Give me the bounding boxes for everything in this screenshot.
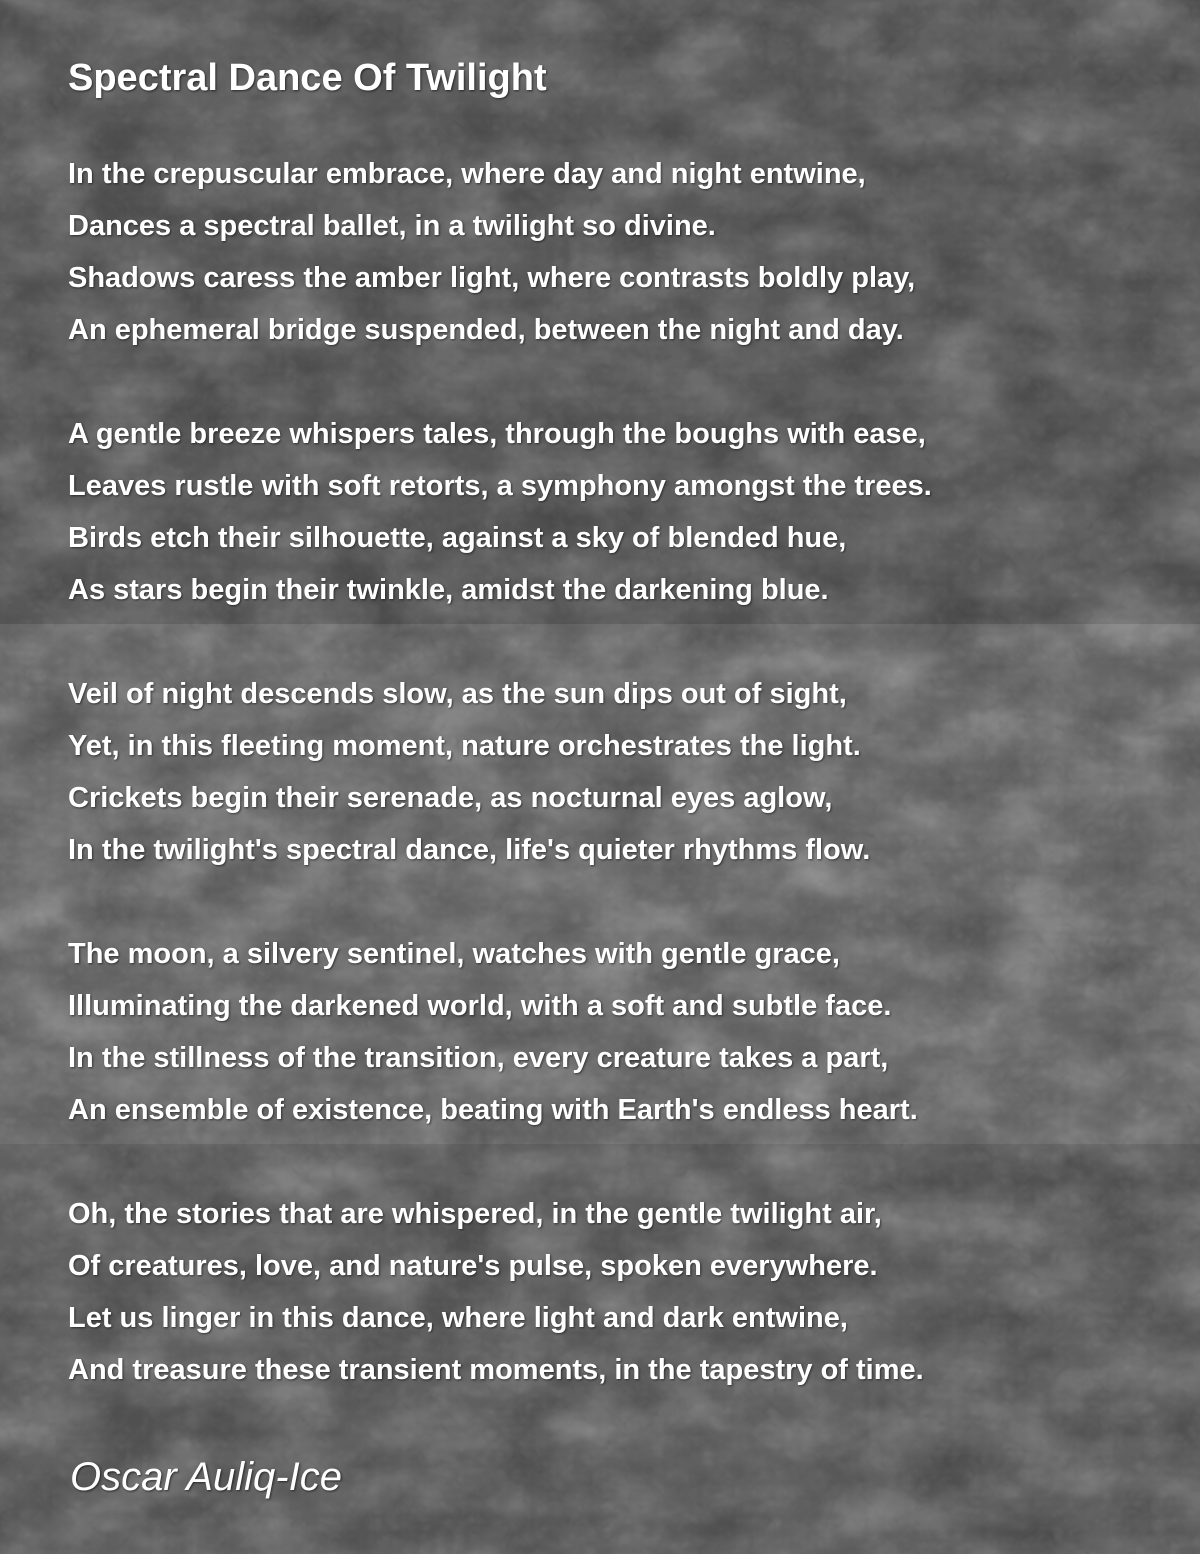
stanza-1 (68, 148, 1168, 356)
poem-body (68, 148, 1168, 1448)
poem-line: Birds etch their silhouette, against a sky of blended hue, (68, 522, 847, 554)
poem-line: In the twilight's spectral dance, life's quieter rhythms flow. (68, 834, 871, 866)
poem-line: Yet, in this fleeting moment, nature orchestrates the light. (68, 730, 861, 762)
poem-line: An ephemeral bridge suspended, between the night and day. (68, 314, 904, 346)
poem-line: Oh, the stories that are whispered, in the gentle twilight air, (68, 1198, 882, 1230)
poem-line: Of creatures, love, and nature's pulse, spoken everywhere. (68, 1250, 878, 1282)
stanza-3 (68, 668, 1168, 876)
poem-line: The moon, a silvery sentinel, watches with gentle grace, (68, 938, 840, 970)
poem-line: Crickets begin their serenade, as nocturnal eyes aglow, (68, 782, 833, 814)
poem-line: Shadows caress the amber light, where contrasts boldly play, (68, 262, 916, 294)
poem-line: Let us linger in this dance, where light and dark entwine, (68, 1302, 848, 1334)
poem-line: Dances a spectral ballet, in a twilight so divine. (68, 210, 716, 242)
stanza-5 (68, 1188, 1168, 1396)
poem-line: In the stillness of the transition, every creature takes a part, (68, 1042, 889, 1074)
poem-title: Spectral Dance Of Twilight (68, 57, 547, 99)
poem-line: And treasure these transient moments, in the tapestry of time. (68, 1354, 924, 1386)
poem-line: Veil of night descends slow, as the sun dips out of sight, (68, 678, 847, 710)
poem-line: A gentle breeze whispers tales, through the boughs with ease, (68, 418, 926, 450)
poem-line: As stars begin their twinkle, amidst the darkening blue. (68, 574, 829, 606)
poem-line: Illuminating the darkened world, with a soft and subtle face. (68, 990, 892, 1022)
poem-line: Leaves rustle with soft retorts, a symphony amongst the trees. (68, 470, 932, 502)
stanza-4 (68, 928, 1168, 1136)
poem-line: In the crepuscular embrace, where day and night entwine, (68, 158, 866, 190)
poem-line: An ensemble of existence, beating with Earth's endless heart. (68, 1094, 918, 1126)
author-name: Oscar Auliq-Ice (70, 1455, 342, 1499)
stanza-2 (68, 408, 1168, 616)
